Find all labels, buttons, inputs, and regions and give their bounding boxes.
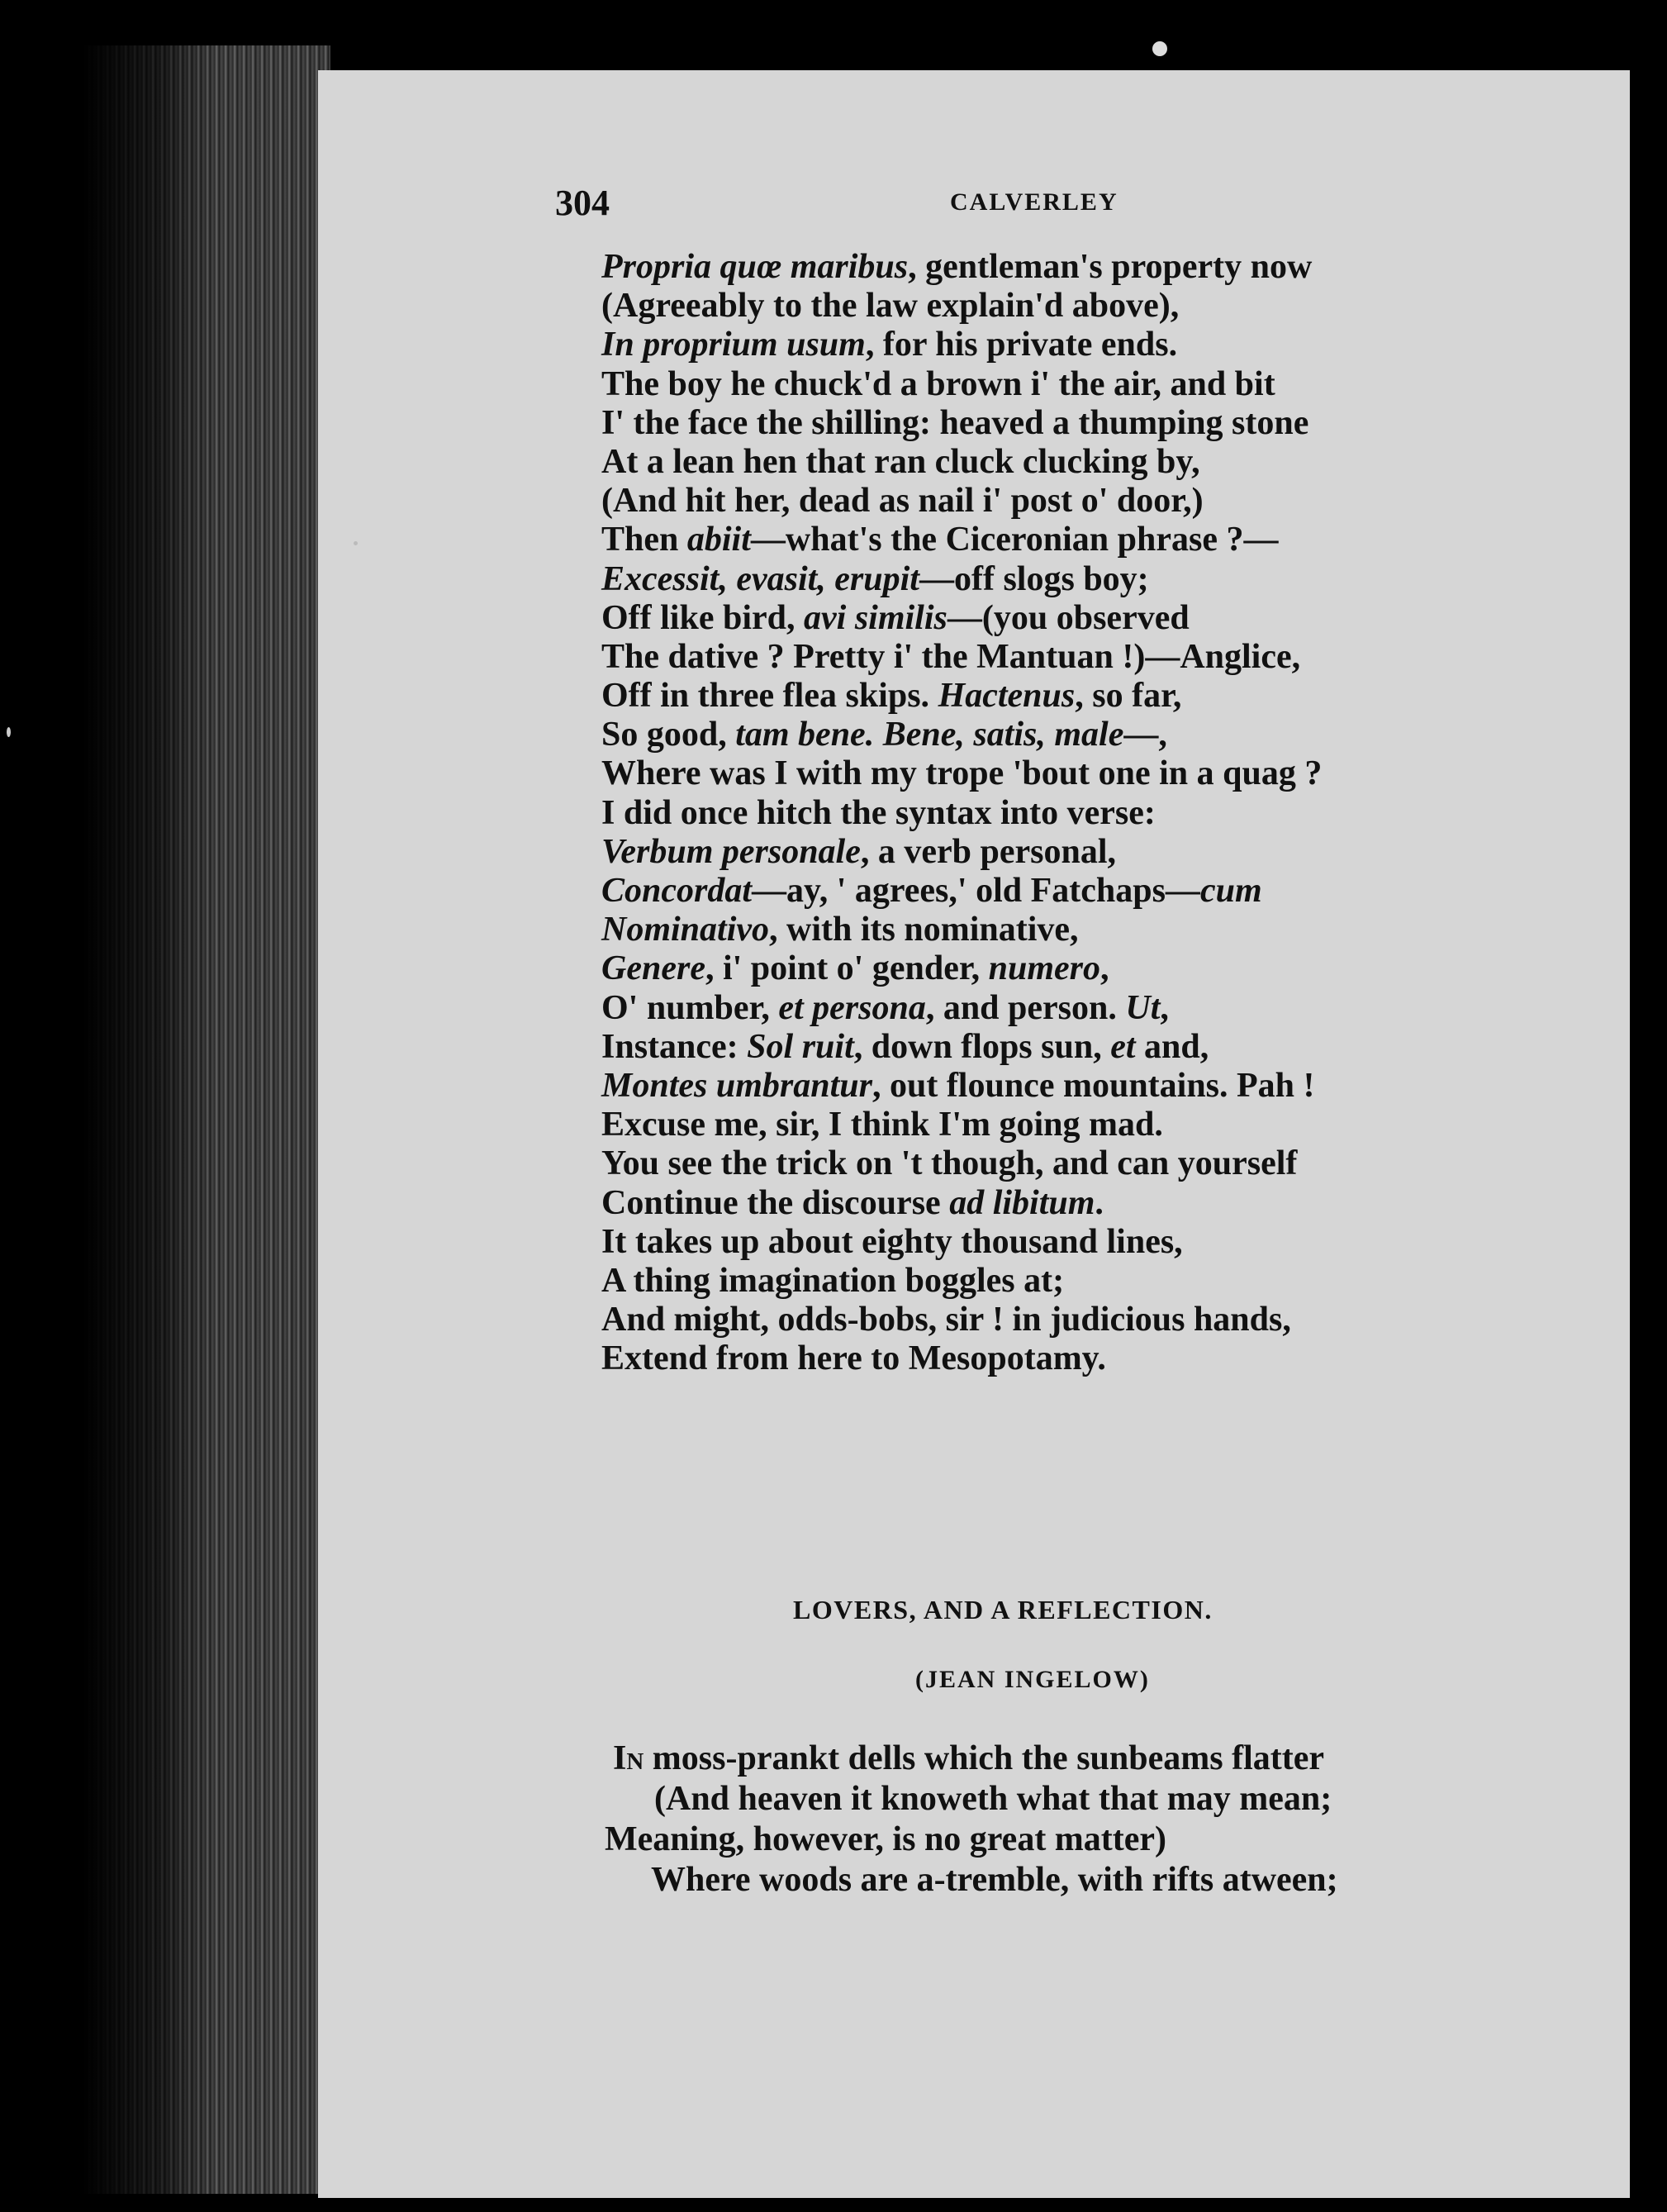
scan-speck [1152, 41, 1167, 56]
poem-line [601, 1184, 1626, 1223]
scan-speck [354, 541, 358, 545]
poem-line-italic-text: Genere [601, 949, 705, 988]
poem-line-text: So good, [601, 716, 736, 754]
poem-line-text: and, [1135, 1027, 1209, 1066]
poem-line-italic-text: Montes umbrantur [601, 1066, 872, 1105]
poem-line-italic-text: Excessit, evasit, erupit [601, 559, 919, 598]
poem-line-italic-text: cum [1199, 872, 1262, 910]
poem-line-italic-text: tam bene. Bene, satis, male [735, 716, 1124, 754]
page-number: 304 [555, 183, 610, 223]
poem-line-text: —, [1123, 716, 1167, 754]
poem-line-text: Extend from here to Mesopotamy. [601, 1339, 1106, 1378]
poem-line-text: (And hit her, dead as nail i' post o' door,) [601, 482, 1204, 521]
poem-line [601, 1223, 1626, 1262]
poem-line [601, 677, 1626, 716]
poem-line-italic-text: In proprium usum [601, 326, 866, 364]
poem-line-text: —off slogs boy; [919, 559, 1149, 598]
poem-line-text: , [1100, 949, 1109, 988]
poem-line-text: Instance: [601, 1027, 748, 1066]
poem-line-text: O' number, [601, 988, 779, 1027]
section-author: (JEAN INGELOW) [915, 1666, 1150, 1693]
poem-line [605, 1820, 1637, 1860]
poem-line [601, 326, 1626, 364]
poem-line-text: , i' point o' gender, [705, 949, 989, 988]
poem-line [601, 949, 1626, 988]
poem-line-text: Excuse me, sir, I think I'm going mad. [601, 1106, 1163, 1144]
poem-line-text: , and person. [925, 988, 1126, 1027]
poem-line-italic-text: Propria quœ maribus [601, 248, 909, 286]
poem-line [601, 560, 1626, 599]
poem-line-italic-text: et persona [778, 988, 926, 1027]
poem-line [601, 754, 1626, 793]
poem-line [613, 1860, 1637, 1900]
poem-line-text: I did once hitch the syntax into verse: [601, 793, 1156, 832]
poem-line [601, 794, 1626, 833]
poem-line-text: The dative ? Pretty i' the Mantuan !)—Anglice, [601, 637, 1301, 676]
poem-line-text: (And heaven it knoweth what that may mean; [654, 1780, 1332, 1818]
poem-lovers [605, 1739, 1637, 1900]
poem-line [601, 1301, 1626, 1339]
poem-line-italic-text: numero [988, 949, 1101, 988]
poem-line-text: moss-prankt dells which the sunbeams flatter [644, 1739, 1324, 1777]
poem-line-italic-text: Sol ruit [747, 1027, 854, 1066]
poem-line-text: , down flops sun, [853, 1027, 1111, 1066]
poem-line [601, 287, 1626, 326]
poem-line-italic-text: Verbum personale [601, 832, 861, 871]
poem-line [601, 482, 1626, 521]
running-head: CALVERLEY [950, 188, 1118, 216]
poem-line [601, 638, 1626, 677]
poem-line [601, 989, 1626, 1028]
poem-line-italic-text: Ut [1125, 988, 1161, 1027]
poem-line [601, 1067, 1626, 1106]
poem-line-text: Off like bird, [601, 598, 805, 637]
poem-line [601, 1144, 1626, 1183]
poem-line-text: At a lean hen that ran cluck clucking by, [601, 442, 1200, 481]
poem-line [601, 521, 1626, 559]
poem-line [613, 1739, 1637, 1779]
poem-line-italic-text: Nominativo [601, 911, 770, 949]
poem-line [601, 404, 1626, 443]
poem-line-text: Continue the discourse [601, 1183, 950, 1222]
poem-line [601, 872, 1626, 911]
poem-line [601, 1262, 1626, 1301]
poem-line-italic-text: Concordat [601, 872, 753, 910]
poem-line-text: (Agreeably to the law explain'd above), [601, 287, 1180, 326]
poem-line [601, 248, 1626, 287]
poem-line-text: You see the trick on 't though, and can yourself [601, 1144, 1298, 1183]
poem-line-text: It takes up about eighty thousand lines, [601, 1222, 1183, 1261]
poem-line-italic-text: Hactenus [938, 677, 1076, 716]
edge-shadow [83, 45, 215, 2194]
poem-line-text: Then [601, 521, 687, 559]
poem-line [601, 443, 1626, 482]
poem-line-text: —(you observed [947, 598, 1190, 637]
poem-line [601, 1106, 1626, 1144]
poem-line [601, 911, 1626, 949]
poem-line-text: A thing imagination boggles at; [601, 1261, 1065, 1300]
poem-line-text: , a verb personal, [860, 832, 1117, 871]
poem-calverley [601, 248, 1626, 1378]
poem-line-text: , so far, [1075, 677, 1182, 716]
poem-line-italic-text: avi similis [804, 598, 947, 637]
poem-line [601, 1028, 1626, 1067]
poem-line-text: I' the face the shilling: heaved a thumping stone [601, 403, 1309, 442]
poem-line [601, 1339, 1626, 1378]
scan-speck [7, 727, 11, 737]
poem-line [613, 1779, 1637, 1820]
poem-line-text: The boy he chuck'd a brown i' the air, and bit [601, 364, 1275, 403]
poem-line-text: Meaning, however, is no great matter) [605, 1820, 1167, 1858]
poem-line [601, 833, 1626, 872]
poem-line-text: , gentleman's property now [908, 248, 1313, 286]
poem-line [601, 599, 1626, 638]
poem-line-text: —what's the Ciceronian phrase ?— [750, 521, 1279, 559]
poem-line [601, 365, 1626, 404]
poem-line [601, 716, 1626, 754]
poem-line-italic-text: abiit [686, 521, 751, 559]
poem-line-italic-text: et [1110, 1027, 1136, 1066]
section-title: LOVERS, AND A REFLECTION. [793, 1595, 1213, 1625]
poem-lead-word: In [613, 1739, 644, 1777]
poem-line-text: , for his private ends. [865, 326, 1178, 364]
poem-line-text: Where was I with my trope 'bout one in a quag ? [601, 754, 1323, 793]
poem-line-text: Off in three flea skips. [601, 677, 938, 716]
poem-line-text: Where woods are a-tremble, with rifts atween; [651, 1861, 1338, 1899]
poem-line-italic-text: ad libitum [949, 1183, 1095, 1222]
poem-line-text: —ay, ' agrees,' old Fatchaps— [752, 872, 1200, 910]
poem-line-text: , out flounce mountains. Pah ! [871, 1066, 1315, 1105]
poem-line-text: And might, odds-bobs, sir ! in judicious hands, [601, 1301, 1291, 1339]
poem-line-text: , with its nominative, [769, 911, 1079, 949]
poem-line-text: . [1095, 1183, 1104, 1222]
poem-line-text: , [1160, 988, 1169, 1027]
